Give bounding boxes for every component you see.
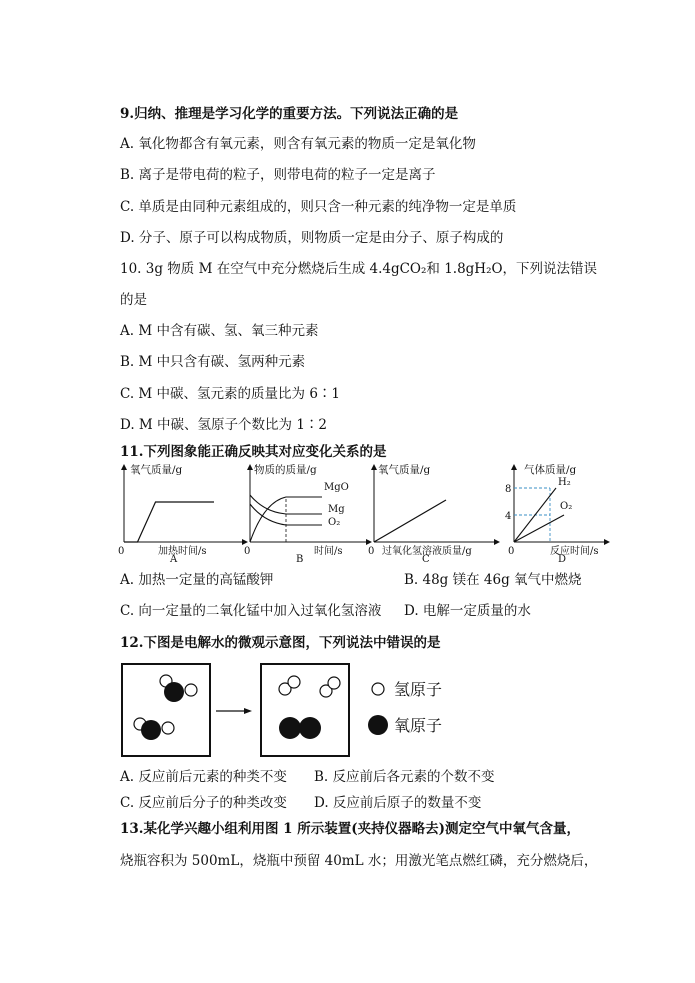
chart-d-x-arrow xyxy=(604,539,610,545)
q10-option-d: D. M 中碳、氢原子个数比为 1∶2 xyxy=(120,417,328,433)
q12-option-b: B. 反应前后各元素的个数不变 xyxy=(314,769,495,785)
q10-option-a: A. M 中含有碳、氢、氧三种元素 xyxy=(120,323,319,339)
chart-b-label-o2: O₂ xyxy=(328,517,341,528)
h-atom xyxy=(288,676,300,688)
h-atom xyxy=(185,684,197,696)
chart-b-label-mg: Mg xyxy=(328,504,345,515)
q9-option-c: C. 单质是由同种元素组成的，则只含一种元素的纯净物一定是单质 xyxy=(120,199,517,215)
chart-b-letter: B xyxy=(296,554,304,562)
h-atom xyxy=(162,722,174,734)
q10-option-b: B. M 中只含有碳、氢两种元素 xyxy=(120,354,306,370)
q9-option-a: A. 氧化物都含有氧元素，则含有氧元素的物质一定是氧化物 xyxy=(120,136,476,152)
q10-option-c: C. M 中碳、氢元素的质量比为 6∶1 xyxy=(120,386,341,402)
chart-a-y-arrow xyxy=(121,464,127,470)
chart-d xyxy=(500,462,612,562)
chart-a-letter: A xyxy=(170,554,178,562)
chart-d-origin: 0 xyxy=(508,546,515,557)
chart-c-origin: 0 xyxy=(368,546,375,557)
o-atom xyxy=(164,682,184,702)
chart-c-series-line xyxy=(374,500,446,542)
q13-line1: 13.某化学兴趣小组利用图 1 所示装置(夹持仪器略去)测定空气中氧气含量， xyxy=(120,821,581,837)
chart-d-ylabel: 气体质量/g xyxy=(524,464,577,476)
q12-option-a: A. 反应前后元素的种类不变 xyxy=(120,769,287,785)
q11-option-b: B. 48g 镁在 46g 氧气中燃烧 xyxy=(404,572,582,588)
q9-option-b: B. 离子是带电荷的粒子，则带电荷的粒子一定是离子 xyxy=(120,167,436,183)
q13-line2: 烧瓶容积为 500mL，烧瓶中预留 40mL 水；用激光笔点燃红磷，充分燃烧后， xyxy=(120,853,598,869)
legend-h-label: 氢原子 xyxy=(394,680,443,699)
chart-c-letter: C xyxy=(422,554,430,562)
chart-a-series-line xyxy=(124,502,214,542)
legend-h-icon xyxy=(372,683,384,695)
chart-a-ylabel: 氧气质量/g xyxy=(130,464,183,476)
chart-c-y-arrow xyxy=(371,464,377,470)
legend-o-label: 氧原子 xyxy=(394,716,443,735)
q11-stem: 11.下列图象能正确反映其对应变化关系的是 xyxy=(120,444,387,460)
chart-c xyxy=(366,462,502,562)
chart-d-label-o2: O₂ xyxy=(560,501,573,512)
q12-option-d: D. 反应前后原子的数量不变 xyxy=(314,795,482,811)
chart-d-ytick-4: 4 xyxy=(505,511,512,522)
chart-c-xlabel: 过氧化氢溶液质量/g xyxy=(382,546,472,557)
chart-d-letter: D xyxy=(558,554,567,562)
chart-b-ylabel: 物质的质量/g xyxy=(254,464,317,476)
o-atom xyxy=(141,720,161,740)
chart-b-label-mgo: MgO xyxy=(324,482,349,493)
q11-option-c: C. 向一定量的二氧化锰中加入过氧化氢溶液 xyxy=(120,603,382,619)
o-atom xyxy=(279,717,301,739)
q12-option-c: C. 反应前后分子的种类改变 xyxy=(120,795,287,811)
chart-c-ylabel: 氧气质量/g xyxy=(378,464,431,476)
chart-b-xlabel: 时间/s xyxy=(314,546,343,557)
q12-stem: 12.下图是电解水的微观示意图，下列说法中错误的是 xyxy=(120,635,441,651)
o-atom xyxy=(299,717,321,739)
chart-a-origin: 0 xyxy=(118,546,125,557)
q9-option-d: D. 分子、原子可以构成物质，则物质一定是由分子、原子构成的 xyxy=(120,230,504,246)
chart-b-origin: 0 xyxy=(244,546,251,557)
h-atom xyxy=(328,677,340,689)
q11-option-d: D. 电解一定质量的水 xyxy=(404,603,531,619)
chart-d-label-h2: H₂ xyxy=(558,477,571,488)
chart-d-y-arrow xyxy=(511,464,517,470)
q11-option-a: A. 加热一定量的高锰酸钾 xyxy=(120,572,274,588)
q10-stem-line1: 10. 3g 物质 M 在空气中充分燃烧后生成 4.4gCO₂和 1.8gH₂O，下列说法错误 xyxy=(120,261,598,277)
reaction-arrow-head xyxy=(244,708,252,714)
q9-stem: 9.归纳、推理是学习化学的重要方法。下列说法正确的是 xyxy=(120,106,459,122)
chart-a xyxy=(118,462,251,562)
chart-b xyxy=(242,462,375,562)
q10-stem-line2: 的是 xyxy=(120,292,147,308)
chart-d-ytick-8: 8 xyxy=(505,484,512,495)
chart-d-xlabel: 反应时间/s xyxy=(550,546,599,557)
q12-diagram xyxy=(120,662,460,758)
chart-b-y-arrow xyxy=(247,464,253,470)
chart-d-o2-line xyxy=(514,515,564,542)
legend-o-icon xyxy=(368,715,388,735)
chart-a-xlabel: 加热时间/s xyxy=(158,546,207,557)
